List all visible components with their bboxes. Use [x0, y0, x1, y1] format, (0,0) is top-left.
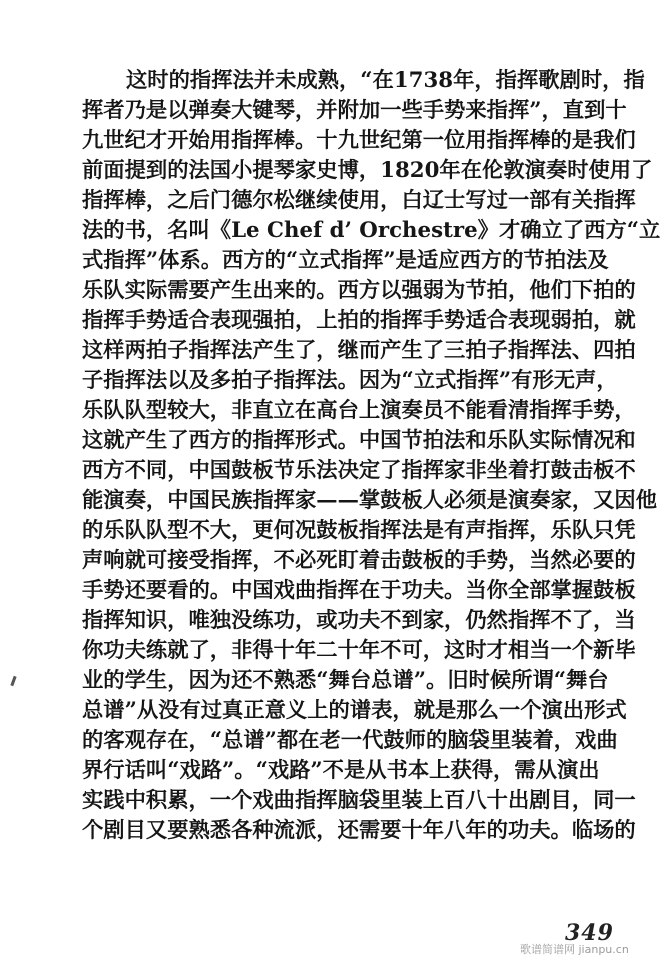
- text-line: 业的学生，因为还不熟悉“舞台总谱”。旧时候所谓“舞台: [82, 668, 609, 693]
- text-line: 子指挥法以及多拍子指挥法。因为“立式指挥”有形无声，: [82, 368, 618, 393]
- text-line: 九世纪才开始用指挥棒。十九世纪第一位用指挥棒的是我们: [82, 128, 636, 153]
- body-text: [82, 66, 661, 846]
- text-line: 个剧目又要熟悉各种流派，还需要十年八年的功夫。临场的: [82, 818, 636, 843]
- text-line: 指挥知识，唯独没练功，或功夫不到家，仍然指挥不了，当: [82, 608, 636, 633]
- text-line: 的客观存在，“总谱”都在老一代鼓师的脑袋里装着，戏曲: [82, 728, 618, 753]
- text-line: 能演奏，中国民族指挥家——掌鼓板人必须是演奏家，又因他: [82, 488, 658, 513]
- text-line: 你功夫练就了，非得十年二十年不可，这时才相当一个新毕: [82, 638, 636, 663]
- text-line: 这样两拍子指挥法产生了，继而产生了三拍子指挥法、四拍: [82, 338, 636, 363]
- text-line: 西方不同，中国鼓板节乐法决定了指挥家非坐着打鼓击板不: [82, 458, 636, 483]
- text-line: 挥者乃是以弹奏大键琴，并附加一些手势来指挥”，直到十: [82, 98, 627, 123]
- text-line: 乐队实际需要产生出来的。西方以强弱为节拍，他们下拍的: [82, 278, 636, 303]
- text-line: 声响就可接受指挥，不必死盯着击鼓板的手势，当然必要的: [82, 548, 636, 573]
- text-line: 指挥手势适合表现强拍，上拍的指挥手势适合表现弱拍，就: [82, 308, 636, 333]
- text-line: 实践中积累，一个戏曲指挥脑袋里装上百八十出剧目，同一: [82, 788, 636, 813]
- text-line: 的乐队队型不大，更何况鼓板指挥法是有声指挥，乐队只凭: [82, 518, 636, 543]
- margin-mark: [10, 676, 16, 686]
- text-line: 式指挥”体系。西方的“立式指挥”是适应西方的节拍法及: [82, 248, 609, 273]
- text-line: 界行话叫“戏路”。“戏路”不是从书本上获得，需从演出: [82, 758, 600, 783]
- text-line: 这时的指挥法并未成熟，“在1738年，指挥歌剧时，指: [126, 68, 645, 93]
- text-line: 这就产生了西方的指挥形式。中国节拍法和乐队实际情况和: [82, 428, 636, 453]
- text-line: 总谱”从没有过真正意义上的谱表，就是那么一个演出形式: [82, 698, 627, 723]
- page-number: 349: [565, 920, 614, 946]
- text-line: 指挥棒，之后门德尔松继续使用，白辽士写过一部有关指挥: [82, 188, 636, 213]
- text-line: 乐队队型较大，非直立在高台上演奏员不能看清指挥手势，: [82, 398, 636, 423]
- watermark: 歌谱简谱网 jianpu.cn: [520, 943, 629, 956]
- text-line: 手势还要看的。中国戏曲指挥在于功夫。当你全部掌握鼓板: [82, 578, 636, 603]
- text-line: 前面提到的法国小提琴家史博，1820年在伦敦演奏时使用了: [82, 158, 653, 183]
- text-line: 法的书，名叫《Le Chef d’ Orchestre》才确立了西方“立: [82, 218, 661, 243]
